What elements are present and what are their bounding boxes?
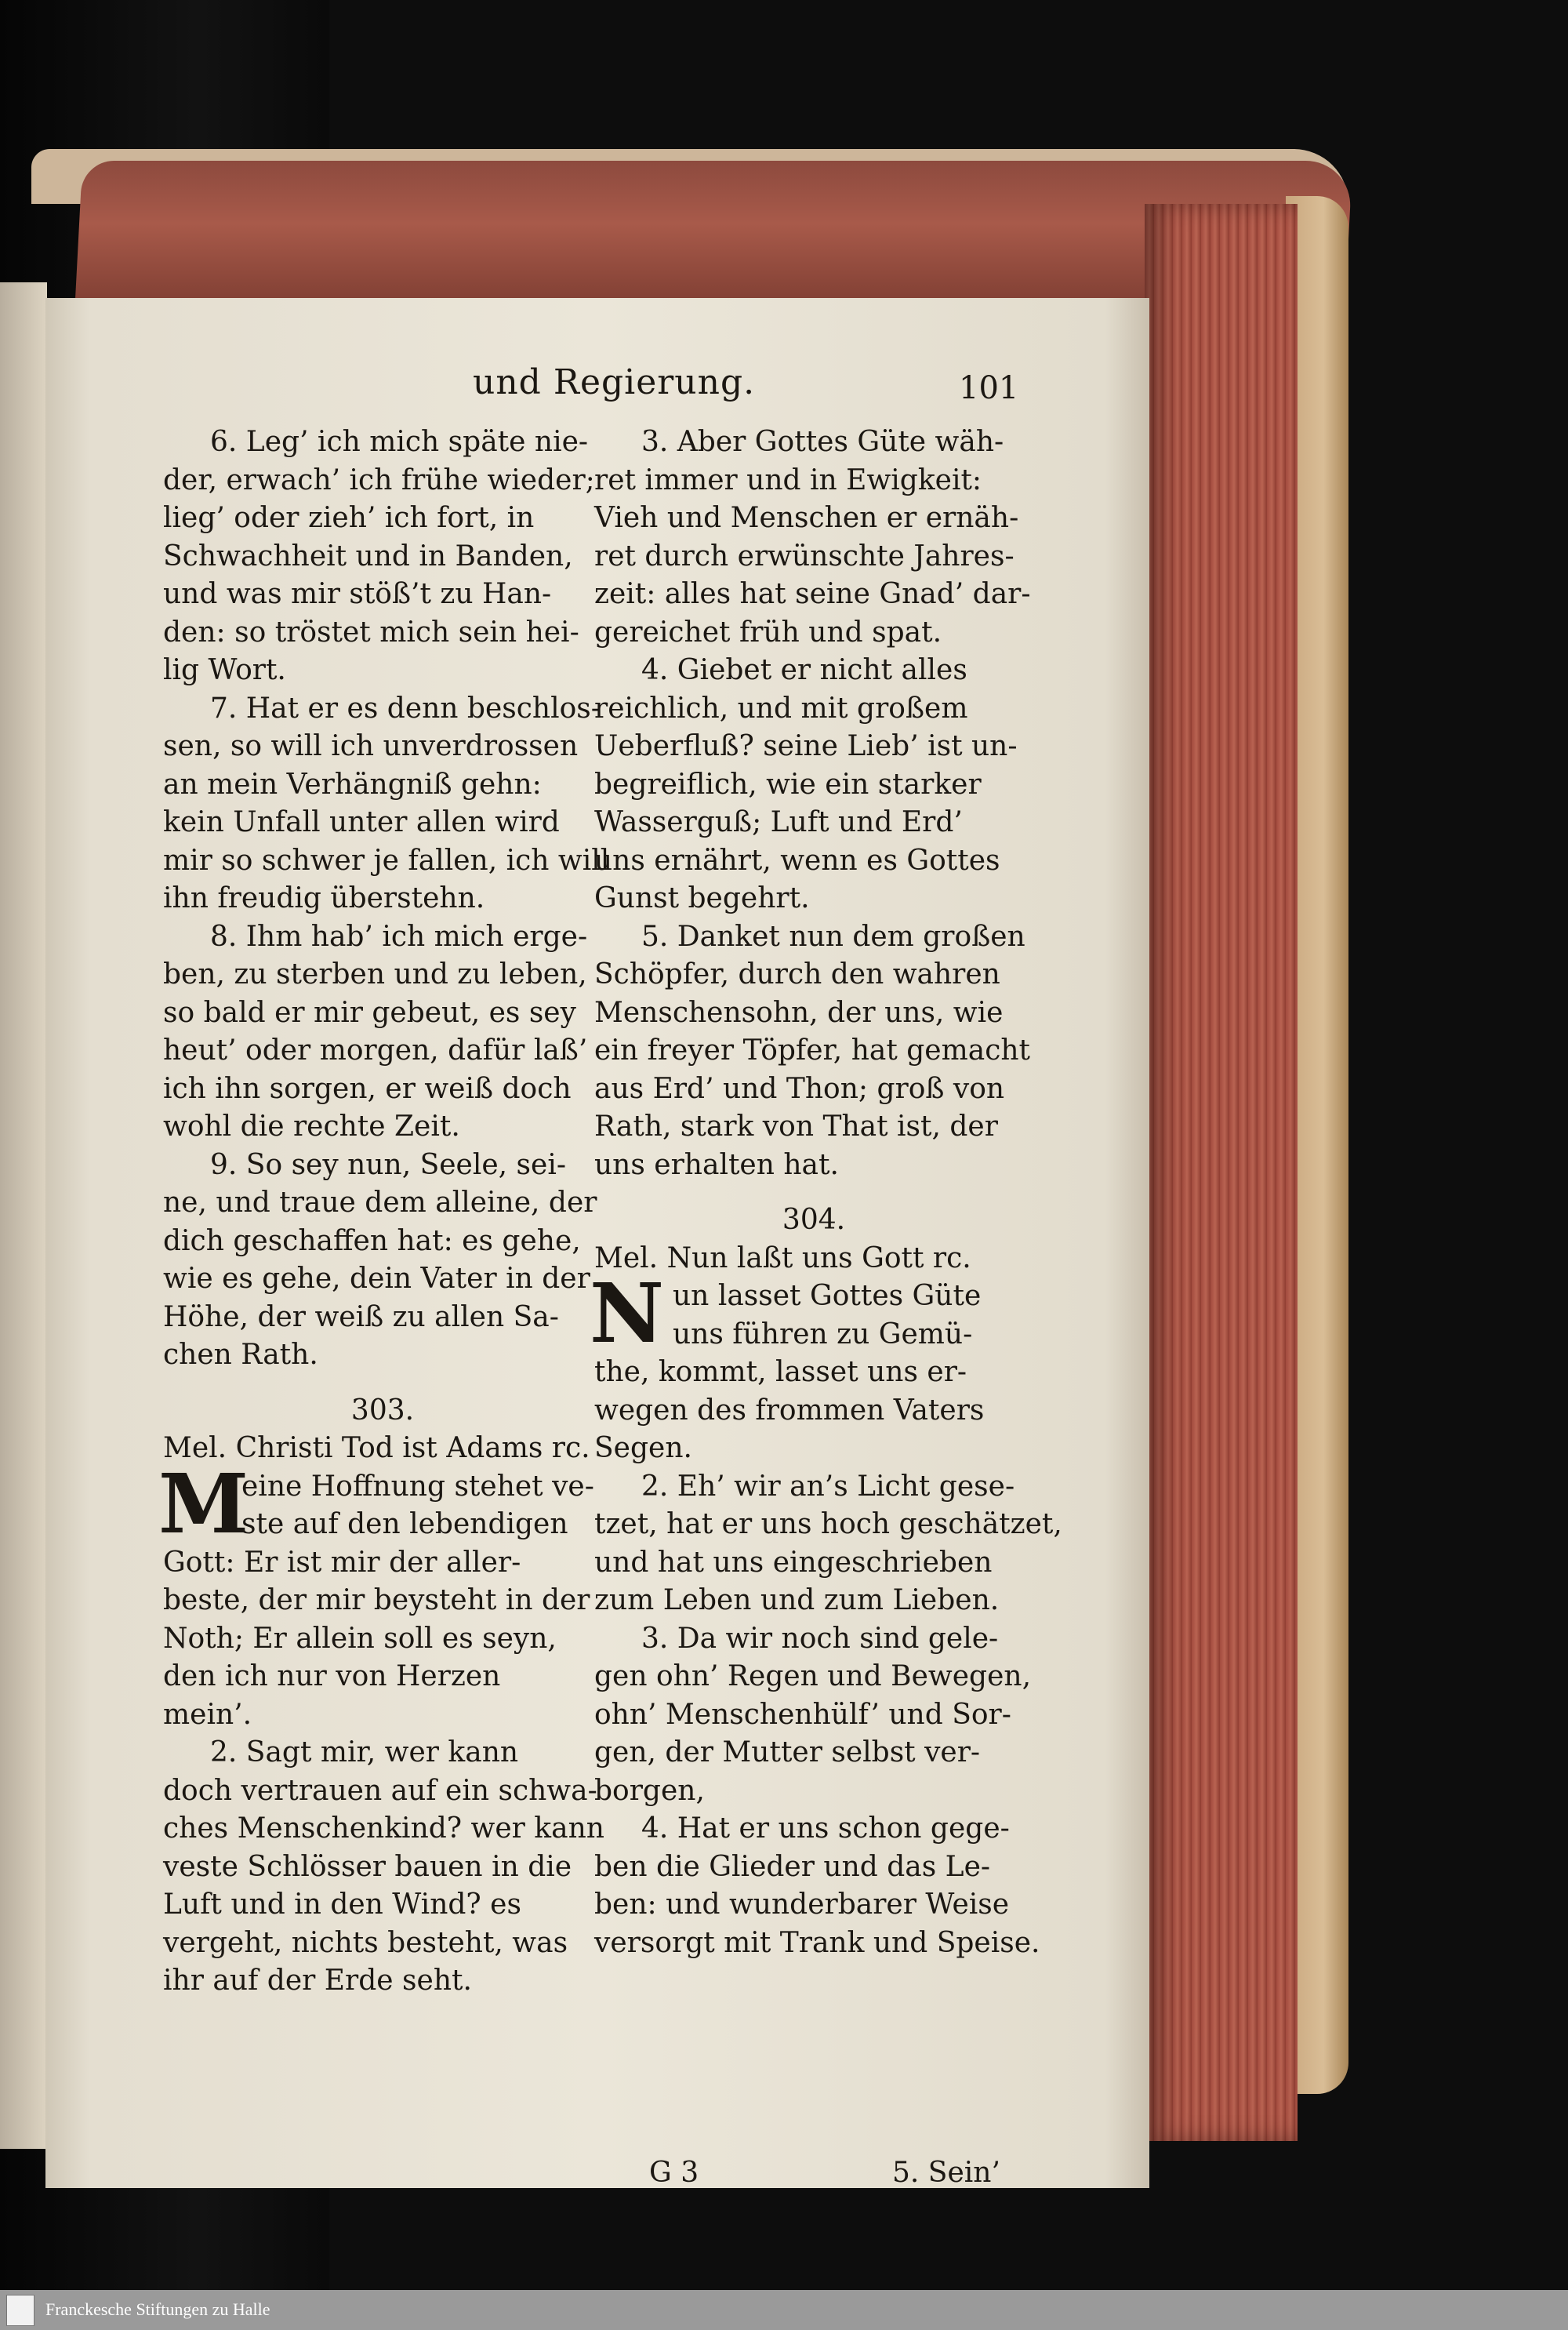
text-line: den: so tröstet mich sein hei-: [163, 616, 579, 649]
text-line: an mein Verhängniß gehn:: [163, 768, 542, 801]
text-line: Ueberfluß? seine Lieb’ ist un-: [594, 730, 1018, 762]
catchword: 5. Sein’: [892, 2157, 1000, 2189]
text-line: gereichet früh und spat.: [594, 616, 942, 649]
text-line: reichlich, und mit großem: [594, 692, 968, 725]
text-line: un lasset Gottes Güte: [673, 1280, 982, 1312]
text-line: ich ihn sorgen, er weiß doch: [163, 1072, 572, 1105]
text-line: ihr auf der Erde seht.: [163, 1965, 472, 1997]
signature-mark: G 3: [649, 2157, 699, 2189]
text-line: ret durch erwünschte Jahres-: [594, 540, 1014, 573]
text-line: sen, so will ich unverdrossen: [163, 730, 579, 762]
hymn-303-number: 303.: [350, 1394, 415, 1427]
book-fore-edge: [1145, 204, 1298, 2141]
footer-bar: [0, 2290, 1568, 2330]
text-line: uns erhalten hat.: [594, 1148, 839, 1181]
text-line: Schwachheit und in Banden,: [163, 540, 573, 573]
text-line: 9. So sey nun, Seele, sei-: [210, 1148, 567, 1181]
text-line: so bald er mir gebeut, es sey: [163, 996, 576, 1029]
text-line: uns führen zu Gemü-: [673, 1318, 973, 1350]
text-line: ste auf den lebendigen: [241, 1508, 568, 1540]
text-line: ihn freudig überstehn.: [163, 882, 485, 914]
text-line: Wasserguß; Luft und Erd’: [594, 806, 963, 838]
text-line: und was mir stöß’t zu Han-: [163, 578, 552, 610]
page-number: 101: [959, 370, 1019, 406]
text-line: lig Wort.: [163, 654, 286, 686]
text-line: Schöpfer, durch den wahren: [594, 958, 1000, 991]
text-line: wegen des frommen Vaters: [594, 1394, 985, 1427]
hymn-303-text: [158, 1455, 604, 2001]
text-line: Gunst begehrt.: [594, 882, 810, 914]
text-line: vergeht, nichts besteht, was: [163, 1926, 568, 1959]
text-line: Segen.: [594, 1432, 692, 1464]
text-line: Vieh und Menschen er ernäh-: [594, 502, 1019, 534]
text-line: 4. Giebet er nicht alles: [641, 654, 967, 686]
text-line: ein freyer Töpfer, hat gemacht: [594, 1034, 1031, 1067]
text-line: mir so schwer je fallen, ich will: [163, 844, 610, 877]
text-line: den ich nur von Herzen: [163, 1660, 501, 1692]
institution-logo-icon: [6, 2295, 34, 2326]
text-line: Noth; Er allein soll es seyn,: [163, 1622, 557, 1655]
text-line: der, erwach’ ich frühe wieder;: [163, 463, 595, 496]
text-line: 4. Hat er uns schon gege-: [641, 1812, 1010, 1845]
text-line: Gott: Er ist mir der aller-: [163, 1546, 521, 1579]
text-line: ches Menschenkind? wer kann: [163, 1812, 604, 1845]
text-line: versorgt mit Trank und Speise.: [594, 1926, 1040, 1959]
text-line: veste Schlösser bauen in die: [163, 1850, 572, 1883]
text-line: borgen,: [594, 1774, 705, 1807]
text-line: Höhe, der weiß zu allen Sa-: [163, 1300, 559, 1333]
text-line: Luft und in den Wind? es: [163, 1888, 521, 1921]
text-line: gen, der Mutter selbst ver-: [594, 1736, 981, 1768]
text-line: ohn’ Menschenhülf’ und Sor-: [594, 1698, 1011, 1731]
text-line: eine Hoffnung stehet ve-: [241, 1470, 594, 1503]
text-line: wohl die rechte Zeit.: [163, 1110, 460, 1143]
hymn-304-text: [590, 1265, 1062, 1962]
text-line: 2. Eh’ wir an’s Licht gese-: [641, 1470, 1015, 1503]
text-line: dich geschaffen hat: es gehe,: [163, 1224, 581, 1257]
book-page: [45, 298, 1149, 2188]
text-line: zum Leben und zum Lieben.: [594, 1584, 1000, 1616]
hymn-303-continued-verses: [594, 423, 1033, 1184]
text-line: Menschensohn, der uns, wie: [594, 996, 1004, 1029]
text-line: ben, zu sterben und zu leben,: [163, 958, 587, 991]
hymn-302-verses: [163, 423, 610, 1375]
text-line: ben die Glieder und das Le-: [594, 1850, 991, 1883]
text-line: wie es gehe, dein Vater in der: [163, 1263, 590, 1295]
text-line: 3. Da wir noch sind gele-: [641, 1622, 999, 1655]
footer-institution: Franckesche Stiftungen zu Halle: [45, 2299, 270, 2319]
hymn-303-melody: Mel. Christi Tod ist Adams rc.: [163, 1432, 590, 1464]
text-line: 5. Danket nun dem großen: [641, 920, 1025, 953]
facing-page-edge: [0, 282, 47, 2149]
text-line: zeit: alles hat seine Gnad’ dar-: [594, 578, 1031, 610]
text-line: Rath, stark von That ist, der: [594, 1110, 998, 1143]
text-line: ne, und traue dem alleine, der: [163, 1187, 597, 1219]
text-line: kein Unfall unter allen wird: [163, 806, 560, 838]
right-column: [590, 423, 1062, 1962]
text-line: ben: und wunderbarer Weise: [594, 1888, 1010, 1921]
text-line: 2. Sagt mir, wer kann: [210, 1736, 519, 1768]
text-line: ret immer und in Ewigkeit:: [594, 463, 982, 496]
running-head: und Regierung.: [473, 362, 756, 402]
left-column: [158, 423, 610, 2001]
text-line: the, kommt, lasset uns er-: [594, 1356, 967, 1388]
text-line: begreiflich, wie ein starker: [594, 768, 982, 801]
hymn-304-lines: [594, 1278, 1062, 1962]
text-line: uns ernährt, wenn es Gottes: [594, 844, 1000, 877]
hymn-304-number: 304.: [782, 1204, 846, 1236]
text-line: und hat uns eingeschrieben: [594, 1546, 993, 1579]
text-line: 8. Ihm hab’ ich mich erge-: [210, 920, 588, 953]
text-line: gen ohn’ Regen und Bewegen,: [594, 1660, 1032, 1692]
text-line: 3. Aber Gottes Güte wäh-: [641, 426, 1004, 458]
hymn-304-melody: Mel. Nun laßt uns Gott rc.: [594, 1241, 971, 1274]
text-line: 7. Hat er es denn beschlos-: [210, 692, 601, 725]
text-line: heut’ oder morgen, dafür laß’: [163, 1034, 588, 1067]
text-line: mein’.: [163, 1698, 252, 1731]
hymn-303-dropcap: M: [158, 1455, 249, 1552]
text-line: 6. Leg’ ich mich späte nie-: [210, 426, 589, 458]
text-line: beste, der mir beysteht in der: [163, 1584, 590, 1616]
text-line: chen Rath.: [163, 1339, 318, 1371]
text-line: lieg’ oder zieh’ ich fort, in: [163, 502, 535, 534]
text-line: tzet, hat er uns hoch geschätzet,: [594, 1508, 1062, 1540]
text-line: aus Erd’ und Thon; groß von: [594, 1072, 1005, 1105]
hymn-304-dropcap: N: [590, 1265, 665, 1361]
text-line: doch vertrauen auf ein schwa-: [163, 1774, 597, 1807]
